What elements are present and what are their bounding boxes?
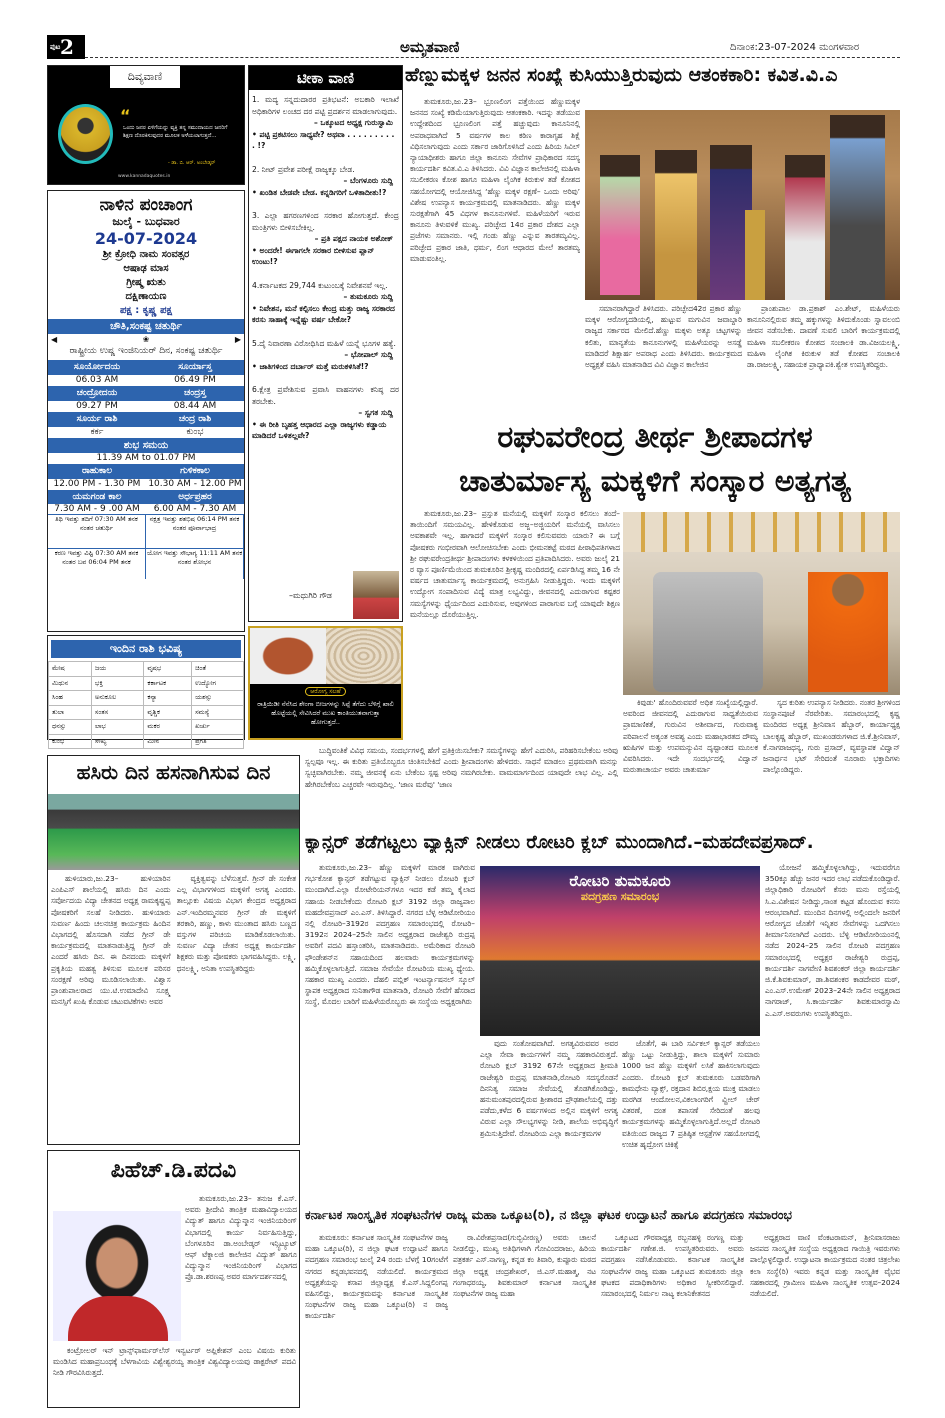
rashi-prediction: ಪ್ರಗತಿ xyxy=(192,734,244,749)
person-figure xyxy=(785,155,825,300)
tika-vani-box xyxy=(248,65,403,622)
divyavani-title: ದಿವ್ಯವಾಣಿ xyxy=(110,66,180,88)
article3-text: ಯೋಜನೆ ಹಮ್ಮಿಕೊಳ್ಳಲಾಗಿದ್ದು, ಇದುವರೆಗೂ 350ಕ್ಕೂ ಹೆಚ್ಚು ಜನರ ಇದರ ಲಾಭ ಪಡೆದುಕೊಂಡಿದ್ದಾರೆ. ಜಿಲ್ಲಾಧಿಕಾರಿ ರೋಟರಿಗೆ ಕೆಸರು ಮನು ರಸ್ತೆಯಲ್ಲಿ ಸಿ.ಎ.ವಿಶೇಷನ ನೀಡಿದ್ದು,ಸಾಂತ ಕಟ್ಟಡ ಹೊಂದುವ ಕನಸು ಆರಂಭವಾಗಿದೆ. ಮುಂದಿನ ದಿನಗಳಲ್ಲಿ ಅಲ್ಲಿಂದಲೇ ಜನರಿಗೆ ಆರೋಗ್ಯದ ಜೊತೆಗೆ ಇನ್ನಿತರ ಸೇವೆಗಳನ್ನು ಒದಗಿಸಲು ತೀರ್ಮಾನಿಸಲಾಗಿದೆ ಎಂದರು. ಬೆಳ್ಳಿ ಆಡಿಟೋರಿಯಂನಲ್ಲಿ ನಡೆದ 2024–25 ಸಾಲಿನ ರೋಟರಿ ಪದಗ್ರಹಣ ಸಮಾರಂಭದಲ್ಲಿ ಅಧ್ಯಕ್ಷರ ರಾಜೇಶ್ವರಿ ರುದ್ರಪ್ಪ, ಕಾರ್ಯದರ್ಶಿ ನಾಗವೇಣಿ ಶಿವಶಂಕರ್ ಜಿಲ್ಲಾ ಕಾರ್ಯದರ್ಶಿ ಜಿ.ಕೆ.ಶಿವಕುಮಾರ್, ಡಾ.ಶಿವಶಂಕರ ಕಾಡದೇವರ ಮಠ್, ಎಂ.ಎಸ್.ಉಮೇಶ್ 2023–24ನೇ ಸಾಲಿನ ಅಧ್ಯಕ್ಷರಾದ ನಾಗರಾಜ್, ಸಿ.ಕಾರ್ಯದರ್ಶಿ ಶಿವಕುಮಾರಸ್ವಾಮಿ ಎ.ಎಸ್.ಅವರುಗಳು ಉಪಸ್ಥಿತರಿದ್ದರು. xyxy=(765,863,900,1018)
tika-source: – ಭೋಪಾಲ್ ಸುದ್ದಿ xyxy=(344,350,393,359)
phd-headline: ಪಿಹೆಚ್.ಡಿ.ಪದವಿ xyxy=(110,1158,237,1183)
tika-quote: 3. ಎಲ್ಲಾ ಹಗರಣಗಳಿಂದ ಸರಕಾರ ಹೋಗುತ್ತದೆ. ಕೇಂದ್ರ ಮಂತ್ರಿಗಳು ಬೀಳಿಸಬೇಕಿಲ್ಲ. xyxy=(252,211,399,232)
rashi-sign: ಮೀನ xyxy=(144,734,192,749)
article6-col4 xyxy=(750,1232,900,1407)
tika-comment: • ಅಂದರೇ! ಈಗಾಗಲೇ ಸರಕಾರ ಬೀಳಿಸುವ ಪ್ಲಾನ್ ಉಂಟು!? xyxy=(252,245,375,266)
special-day: ರಾಷ್ಟ್ರೀಯ ಉಷ್ಣ ಇಂಜಿನಿಯರ್ ದಿನ, ಸಂಕಷ್ಟ ಚತುರ್ಥಿ xyxy=(69,346,223,356)
moonrise-time: 09.27 PM xyxy=(76,401,118,411)
tika-source: – ಸ್ವಗತ ಸುದ್ದಿ xyxy=(358,408,393,417)
article1-headline: ಹೆಣ್ಣುಮಕ್ಕಳ ಜನನ ಸಂಖ್ಯೆ ಕುಸಿಯುತ್ತಿರುವುದು ಆತಂಕಕಾರಿ: ಕವಿತ.ವಿ.ಎ xyxy=(405,64,838,86)
tika-quote: 1. ಮದ್ಯ ಸನ್ನದುದಾರರ ಪ್ರತಿಭಟನೆ: ಅಬಕಾರಿ ಇಲಾಖೆ ಅಧಿಕಾರಿಗಳ ಲಂಚದ ದರ ಪಟ್ಟಿ ಪ್ರದರ್ಶನ ಮಾಡಲಾಗುವುದು. xyxy=(252,95,399,116)
rahukala-time: 12.00 PM - 1.30 PM xyxy=(53,479,141,489)
tip-text: ರಾತ್ರಿಯಿಡೀ ನೆನೆಸಿದ ಶೇಂಗಾ ಬೀಜಗಳನ್ನು ಸಿಪ್ಪೆ ತೆಗೆದು ಬೆಳಿಗ್ಗೆ ಖಾಲಿ ಹೊಟ್ಟೆಯಲ್ಲಿ ಸೇವಿಸಿದರೆ ಮುಖ ಕಾಂತಿಯುತವಾಗುತ್ತಾ ಹೋಗುತ್ತದೆ.. xyxy=(257,700,394,726)
tika-comment: • ನಿವೇಶನ, ಮನೆ ಕಲ್ಪಿಸಲು ಕೇಂದ್ರ ಮತ್ತು ರಾಜ್ಯ ಸರಕಾರದ ಕರಸು ಸಾಹಾಕ್ಕೆ ಇನ್ನೆಷ್ಟು ವರ್ಷ ಬೇಕೋ? xyxy=(252,303,395,324)
article1-text: ಸಮಾನರಾಗಿದ್ದಾರೆ ತಿಳಿಸಿದರು. ಪರಿಚ್ಛೇದ42ರ ಪ್ರಕಾರ ಹೆಣ್ಣು ಮಕ್ಕಳ ಆರೋಗ್ಯದಡಿಯಲ್ಲಿ, ಹುಟ್ಟುವ ಮಗುವಿನ ಜವಾಬ್ದಾರಿ ರಾಜ್ಯದ ಸರ್ಕಾರದ ಮೇಲಿದೆ.ಹೆಣ್ಣು ಮಕ್ಕಳು ಅತ್ಯೂ ಚಟ್ಟಗಳನ್ನು ಕಲಿತು, ಮಾನ್ಯತೆಯ ಕಾನೂನುಗಳಲ್ಲಿ ಮಹಿಳೆಯರನ್ನು ಅಸಡ್ಡೆ ಮಾಡಿದರೆ ಶಿಕ್ಷಾರ್ಹ ಅಪರಾಧ ಎಂದು ತಿಳಿಸಿದರು. ಕಾರ್ಯಕ್ರಮದ ಅಧ್ಯಕ್ಷತೆ ವಹಿಸಿ ಮಾತನಾಡಿದ ವಿವಿ ವಿಜ್ಞಾನ ಕಾಲೇಜಿನ xyxy=(585,304,742,370)
rotary-banner-title: ರೋಟರಿ ತುಮಕೂರು xyxy=(569,872,671,890)
chandra-rashi-label: ಚಂದ್ರ ರಾಶಿ xyxy=(178,414,212,424)
phd-col2 xyxy=(53,1345,296,1405)
gulikakala-label: ಗುಳಿಕಕಾಲ xyxy=(180,466,210,476)
tip-badge: ಆರೋಗ್ಯ ಸಲಹೆ xyxy=(305,687,345,696)
rashi-sign: ಮೇಷ xyxy=(49,662,92,677)
panchang-title: ನಾಳಿನ ಪಂಚಾಂಗ xyxy=(99,195,193,215)
article3-text: ಜೊತೆಗೆ, ಈ ಬಾರಿ ಸರ್ವಿಕಲ್ ಕ್ಯಾನ್ಸರ್ ತಡೆಯಲು ಹೆಣ್ಣು ಒಟ್ಟು ನೀಡುತ್ತಿದ್ದು, ಶಾಲಾ ಮಕ್ಕಳಿಗೆ ಸುಮಾರು 1000 ಜನ ಹೆಣ್ಣು ಮಕ್ಕಳಿಗೆ ಲಸಿಕೆ ಹಾಕಿಸಲಾಗುವುದು ಎಂದರು. ರೋಟರಿ ಕ್ಲಬ್ ತುಮಕೂರು ಬಡವರಿಗಾಗಿ ಕಾಮಧೇನು ವ್ಯಾಕ್ಸ್, ರಕ್ತದಾನ ಶಿಬಿರ,ಕ್ಷಯ ಮುಕ್ತ ಮಾಡಲು ಮರಗಿಡ ಆಂದೋಲನ,ವಿಕಲಾಂಗರಿಗೆ ವ್ಹೀಲ್ ಚೇರ್ ವಿತರಣೆ, ದಂತ ತಪಾಸಣೆ ಸೇರಿದಂತೆ ಹಲವು ಕಾರ್ಯಕ್ರಮಗಳನ್ನು ಹಮ್ಮಿಕೊಳ್ಳಲಾಗುತ್ತಿದೆ.ಅಲ್ಲದೆ ರೋಟರಿ ವತಿಯಿಂದ ರಾಜ್ಯದ 7 ಪ್ರತಿಷ್ಠಿತ ಆಸ್ಪತ್ರೆಗಳ ಸಹಯೋಗದಲ್ಲಿ ಉಚಿತ ಹೃದ್ರೋಗ ಚಿಕಿತ್ಸೆ xyxy=(622,1039,760,1149)
tika-source: – ಪ್ರತಿ ಪಕ್ಷದ ನಾಯಕ ಅಶೋಕ್ xyxy=(314,234,393,243)
rashi-row xyxy=(49,662,244,677)
rashi-table xyxy=(48,661,244,749)
article3-col1 xyxy=(305,862,475,1202)
tithi-bar: ಚೌತಿ,ಸಂಕಷ್ಟ ಚತುರ್ಥಿ xyxy=(48,318,244,334)
article3-col3 xyxy=(622,1038,760,1202)
article2-text: ಸ್ಯದ ಕುರಿತು ಉಪನ್ಯಾಸ ನೀಡಿದರು. ನಂತರ ಶ್ರೀಗಳಿಂದ ಸಂಸ್ಥಾನಪೂಜೆ ನೆರವೇರಿತು. ಸಮಾರಂಭದಲ್ಲಿ ಕೃಷ್ಣ ಮಂದಿರದ ಅಧ್ಯಕ್ಷ ಶ್ರೀನಿವಾಸ ಹೆಬ್ಬಾರ್, ಕಾರ್ಯಾಧ್ಯಕ್ಷ ಬಾಲಕೃಷ್ಣ ಹೆಬ್ಬಾರ್, ಮುಖಂಡರುಗಳಾದ ಜಿ.ಕೆ.ಶ್ರೀನಿವಾಸ್, ಕೆ.ನಾಗರಾಜಧನ್ಯ, ಗುರು ಪ್ರಸಾದ್, ವ್ಯವಸ್ಥಾಪಕ ವಿದ್ವಾನ್ ಜನಾರ್ಧನ ಭಟ್ ಸೇರಿದಂತೆ ನೂರಾರು ಭಕ್ತಾದಿಗಳು ಪಾಲ್ಗೊಂಡಿದ್ದರು. xyxy=(763,698,900,775)
paksha: ಪಕ್ಷ : ಕೃಷ್ಣ ಪಕ್ಷ xyxy=(120,305,172,316)
rashi-prediction: ಯಶಸ್ಸು xyxy=(192,691,244,706)
page-number: 2 xyxy=(60,35,74,59)
article2-text: ಕಿವುಡು' ಹೊಂದಿರುವವರೆ ಅಧಿಕ ಸಂಖ್ಯೆಯಲ್ಲಿದ್ದಾರೆ. ಅವರಿಂದ ಜೀವನದಲ್ಲಿ ಎದುರಾಗುವ ಸಾಧ್ಯತೆಯಿರುವ ಪ್ರಾಮಾಣಿಕತೆ, ಗುರುವಿನ ಅಶೀರ್ವಾದ, ಗುರುವಾಕ್ಯ ಪರಿಪಾಲನೆ ಅತ್ಯಂತ ಅವಶ್ಯ ಎಂದು ಮಹಾಭಾರತದ ದೌಮ್ಯ ಋಷಿಗಳ ಮತ್ತು ಉಪಮನ್ಯುವಿನ ದೃಷ್ಟಾಂತದ ಮೂಲಕ ವಿವರಿಸಿದರು. ಇದೇ ಸಂದರ್ಭದಲ್ಲಿ ವಿದ್ವಾನ್ ಮರುತಾಚಾರ್ಯ ಅವರು ಚಾತುರ್ಮಾ xyxy=(623,698,758,775)
article3-rotary-photo xyxy=(480,866,760,1036)
surya-rashi-label: ಸೂರ್ಯ ರಾಶಿ xyxy=(76,414,118,424)
rutu: ಗ್ರೀಷ್ಮ ಋತು xyxy=(126,277,166,288)
rashi-sign: ಮಿಥುನ xyxy=(49,676,92,691)
nakshatra-info: ನಕ್ಷತ್ರ ಇವತ್ತು ಶತಭಿಷ 06:14 PM ತನಕ ನಂತರ ಪೂರ್ವಾಭಾದ್ರ xyxy=(146,515,244,549)
page-label: ಪುಟ xyxy=(50,42,61,51)
article3-col2 xyxy=(480,1038,618,1202)
next-arrow-icon[interactable]: ▶ xyxy=(234,335,241,344)
yamaganda-label: ಯಮಗಂಡ ಕಾಲ xyxy=(72,492,122,502)
person-figure xyxy=(655,150,697,300)
moonrise-label: ಚಂದ್ರೋದಯ xyxy=(76,388,118,398)
prev-arrow-icon[interactable]: ◀ xyxy=(51,335,58,344)
columnist-photo xyxy=(353,571,399,619)
ornament-icon: ❀ xyxy=(142,335,150,344)
rashi-prediction: ಅನುಕೂಲ xyxy=(91,691,143,706)
rashi-prediction: ಸಮಸ್ಯೆ xyxy=(192,705,244,720)
green-day-text: ಹುಳಿಯಾರು,ಜು.23– ಹುಳಿಯಾರಿನ ಎಂಪಿಎಸ್ ಶಾಲೆಯಲ್ಲಿ ಹಸಿರು ದಿನ ಎಂದು ಸರ್ವೋದಯ ವಿದ್ಯಾ ಚೇತನದ ಅಧ್ಯಕ್ಷ ರಾಮಕೃಷ್ಣಪ್ಪ ಪೋಷಕರಿಗೆ ಸಲಹೆ ನೀಡಿದರು. ಹುಳಿಯಾರು ಸುವರ್ಣ ಹಿಂದು ಚಲನಚಿತ್ರ ಕಾರ್ಯಕ್ರಮ ಹಿಂದಿನ ವಿಭಾಗದಲ್ಲಿ ಹೊಸದಾಗಿ ನಡೆದ ಗ್ರೀನ್ ಡೇ ಕಾರ್ಯಕ್ರಮದಲ್ಲಿ ಮಾತನಾಡುತ್ತಿದ್ದ ಗ್ರೀನ್ ಡೇ ಎಂದರೆ ಹಸಿರು ದಿನ. ಈ ದಿನದಂದು ಮಕ್ಕಳಿಗೆ ಪ್ರಕೃತಿಯ ಮಹತ್ವ ತಿಳಿಸುವ ಮೂಲಕ ಪರಿಸರ ಸಂರಕ್ಷಣೆ ಅರಿವು ಮೂಡಿಸಲಾಯಿತು. ವಿಶ್ವಾಸ ಪ್ರಾಂಶುಪಾಲರಾದ ಯು.ಟಿ.ಉಮಾದೇವಿ ಸೂಕ್ಷ್ಮ ಮನಸ್ಸಿಗೆ ಖುಷಿ ಕೊಡುವ ಚಟುವಟಿಕೆಗಳು ಅವರ xyxy=(51,874,171,1007)
article3-text: ವುದು ಸಂತೋಷವಾಗಿದೆ. ಅಗತ್ಯವಿರುವವರ ಅವರ ಎಲ್ಲಾ ಸೇವಾ ಕಾರ್ಯಗಳಿಗೆ ನಮ್ಮ ಸಹಕಾರವಿರುತ್ತದೆ. ರೋಟರಿ ಕ್ಲಬ್ 3192 67ನೇ ಅಧ್ಯಕ್ಷರಾದ ಶ್ರೀಮತಿ ರಾಜೇಶ್ವರಿ ರುದ್ರಪ್ಪ ಮಾತನಾಡಿ,ರೋಟರಿ ಸದಸ್ಯರೊಡನೆ ದಿನನಿತ್ಯ ಸಮಾಜ ಸೇವೆಯಲ್ಲಿ ತೊಡಗಿಕೊಂಡಿದ್ದು, ಹನುಮಂತಪುರದಲ್ಲಿರುವ ಶ್ರೀಶಾರದ ಪ್ರೌಢಶಾಲೆಯಲ್ಲಿ ದತ್ತು ಪಡೆದು,ಕಳೆದ 6 ವರ್ಷಗಳಿಂದ ಅಲ್ಲಿನ ಮಕ್ಕಳಿಗೆ ಅಗತ್ಯ ವಿರುವ ಎಲ್ಲಾ ಸೌಲಭ್ಯಗಳನ್ನು ನೀಡಿ, ಶಾಲೆಯ ಅಭಿವೃದ್ಧಿಗೆ ಶ್ರಮಿಸುತ್ತಿದೇವೆ. ರೋಟರಿಯ ಎಲ್ಲಾ ಕಾರ್ಯಕ್ರಮಗಳ xyxy=(480,1039,618,1138)
tika-item xyxy=(252,210,399,268)
rotary-banner-subtitle: ಪದಗ್ರಹಣ ಸಮಾರಂಭ xyxy=(580,890,660,903)
rashi-sign: ಮಕರ xyxy=(144,720,192,735)
tika-source: – ಬೆಂಗಳೂರು ಸುದ್ದಿ xyxy=(343,176,393,185)
rashi-sign: ಧನಸ್ಸು xyxy=(49,720,92,735)
rashi-row xyxy=(49,705,244,720)
header-divider xyxy=(85,57,900,58)
article2-col3 xyxy=(763,697,900,830)
moonset-time: 08.44 AM xyxy=(173,401,217,411)
sunset-time: 06.49 PM xyxy=(174,375,216,385)
tika-comment: • ಪಟ್ಟಿ ಪ್ರಕಟಿಸಲು ಸಾಧ್ಯವೇ? ಅಥವಾ . . . . . . . . . . !? xyxy=(252,129,395,150)
article1-col2 xyxy=(585,303,742,409)
article6-text: ಅಧ್ಯಕ್ಷರಾದ ವಾಣಿ ವೆಂಕಟರಾಮನ್, ಶ್ರೀನಿವಾಸರಾಜು ಜನಪದ ಸಾಂಸ್ಕೃತಿಕ ಸಂಸ್ಥೆಯ ಅಧ್ಯಕ್ಷರಾದ ಗಾಯಿತ್ರಿ ಇವರುಗಳು ಪಾಲ್ಗೊಳ್ಳಲಿದ್ದಾರೆ. ಉದ್ಘಾಟನಾ ಕಾರ್ಯಕ್ರಮದ ನಂತರ ಚಿತ್ರಲೇಖ ಕಲಾ ಸಂಸ್ಥೆ(ರಿ) ಇವರು ಕನ್ನಡ ಮತ್ತು ಸಾಂಸ್ಕೃತಿಕ ವೈಭವ ಸಹಕಾರದಲ್ಲಿ ಗ್ರಾಮೀಣ ಮಹಿಳಾ ಸಾಂಸ್ಕೃತಿಕ ಉತ್ಸವ–2024 ನಡೆಯಲಿದೆ. xyxy=(750,1233,900,1299)
divyavani-site: www.kannadaquotes.in xyxy=(118,174,171,179)
ardhaprahara-time: 6.00 AM - 7.30 AM xyxy=(153,504,237,514)
tika-signature: –ಮಧುಗಿರಿ ಗೌಡ xyxy=(289,591,332,600)
rashi-sign: ಕನ್ಯಾ xyxy=(144,691,192,706)
saree xyxy=(68,1296,168,1341)
masa: ಆಷಾಢ ಮಾಸ xyxy=(123,263,169,274)
yoga-info: ಯೋಗ ಇವತ್ತು ಸೌಭಾಗ್ಯ 11:11 AM ತನಕ ನಂತರ ಶೋಭನ xyxy=(146,549,244,579)
chandra-rashi: ಕುಂಭ xyxy=(186,427,204,437)
rashi-prediction: ಖರ್ಚು xyxy=(192,720,244,735)
rahukala-label: ರಾಹುಕಾಲ xyxy=(81,466,113,476)
rashi-prediction: ಲಾಭ xyxy=(91,720,143,735)
panchang-month-day: ಜುಲೈ - ಬುಧವಾರ xyxy=(112,215,180,228)
rashi-prediction: ಭಕ್ತಿ xyxy=(91,676,143,691)
peanut-image xyxy=(250,628,326,684)
green-day-headline: ಹಸಿರು ದಿನ ಹಸನಾಗಿಸುವ ದಿನ xyxy=(76,760,271,784)
article6-col2 xyxy=(453,1232,596,1407)
tika-comment: • ಜಾತಿಗಳಿಂದ ದರ್ಬಾರ್ ಮತ್ತೆ ಮರುಕಳಿಸಿತೆ!? xyxy=(252,361,369,371)
sunset-label: ಸೂರ್ಯಾಸ್ತ xyxy=(178,362,212,372)
article2-headline-line1: ರಘುವರೇಂದ್ರ ತೀರ್ಥ ಶ್ರೀಪಾದಗಳ xyxy=(497,420,813,455)
article2-text: ತುಮಕೂರು,ಜು.23– ಪ್ರಸ್ತುತ ಮನೆಯಲ್ಲಿ ಮಕ್ಕಳಿಗೆ ಸಂಸ್ಕಾರ ಕಲಿಸಲು ತಂದೆ–ತಾಯಿಂದಿಗೆ ಸಮಯವಿಲ್ಲ. ಹೇಳಿಕೊಡುವ ಅಜ್ಜ–ಅಜ್ಜಿಯರಿಗೆ ಮನೆಯಲ್ಲಿ ವಾಸಿಸಲು ಅವಕಾಶವೇ ಇಲ್ಲ. ಹಾಗಾದರೆ ಮಕ್ಕಳಿಗೆ ಸಂಸ್ಕಾರ ಕಲಿಸುವವರು ಯಾರು? ಈ ಬಗ್ಗೆ ಪೋಷಕರು ಗಂಭೀರವಾಗಿ ಆಲೋಚಿಸಬೇಕು ಎಂದು ಭೀಮನಕಟ್ಟೆ ಮಠದ ಪೀಠಾಧಿಪತಿಗಳಾದ ಶ್ರೀ ರಘುವರೇಂದ್ರತೀರ್ಥ ಶ್ರೀಪಾದಂಗಳು ಕಳಕಳಿಯಿಂದ ಪ್ರತಿಪಾದಿಸಿದರು. ಅವರು ಜುಲೈ 21 ರ ವ್ಯಾಸ ಪೂರ್ಣಿಮೆಯಿಂದ ತುಮಕೂರಿನ ಶ್ರೀಕೃಷ್ಣ ಮಂದಿರದಲ್ಲಿ ಏರ್ಪಡಿಸಿದ್ದ ತಮ್ಮ 16 ನೇ ವರ್ಷದ ಚಾತುರ್ಮಾಸ್ಯ ಕಾರ್ಯಕ್ರಮದಲ್ಲಿ ಅನುಗ್ರಹಿಸಿ ನೀಡುತ್ತಿದ್ದರು. ಇಂದು ಮಕ್ಕಳಿಗೆ ಉದ್ಯೋಗ ಸಂಪಾದಿಸುವ ವಿದ್ಯೆ ಮಾತ್ರ ಲಭ್ಯವಿದ್ದು, ಜೀವನದಲ್ಲಿ ಎದುರಾಗುವ ಕಷ್ಟಕರ ಸಮಸ್ಯೆಗಳನ್ನು ಧೈರ್ಯದಿಂದ ಎದುರಿಸುವ, ಅವುಗಳಿಂದ ಪಾರಾಗುವ ಬಗ್ಗೆ ಯಾವುದೇ ಶಿಕ್ಷಣ ಮನೆಯಲ್ಲೂ ದೊರೆಯುತ್ತಿಲ್ಲ. xyxy=(410,509,620,619)
panchang-box xyxy=(47,190,245,632)
article3-text: ತುಮಕೂರು,ಜು.23– ಹೆಣ್ಣು ಮಕ್ಕಳಿಗೆ ಮಾರಕ ವಾಗಿರುವ ಗರ್ಭಕೋಶ ಕ್ಯಾನ್ಸರ್ ತಡೆಗಟ್ಟುವ ವ್ಯಾಕ್ಸಿನ್ ನೀಡಲು ರೋಟರಿ ಕ್ಲಬ್ ಮುಂದಾಗಿದೆ.ಎಲ್ಲಾ ರೋಟೇರಿಯನ್‌ಗಳೂ ಇದರ ಕಡೆ ತಮ್ಮ ಕೈಲಾದ ಸಹಾಯ ನೀಡಬೇಕೆಂದು ರೋಟರಿ ಕ್ಲಬ್ 3192 ಜಿಲ್ಲಾ ರಾಜ್ಯಪಾಲ ಮಹದೇವಪ್ರಸಾದ್ ಎಂ.ಎಸ್. ತಿಳಿಸಿದ್ದಾರೆ. ನಗರದ ಬೆಳ್ಳ ಆಡಿಟೋರಿಯಂ ನಲ್ಲಿ ರೋಟರಿ–3192ರ ಪದಗ್ರಹಣ ಸಮಾರಂಭದಲ್ಲಿ ರೋಟರಿ–3192ನ 2024–25ನೇ ಸಾಲಿನ ಅಧ್ಯಕ್ಷರಾದ ರಾಜೇಶ್ವರಿ ರುದ್ರಪ್ಪ ಅವರಿಗೆ ಪದವಿ ಹಸ್ತಾಂತರಿಸಿ, ಮಾತನಾಡಿದರು. ಅಮೆರಿಕಾದ ರೋಟರಿ ಫೌಂಡೇಶನ್‌ನ ಸಹಾಯದಿಂದ ಹಲವಾರು ಕಾರ್ಯಕ್ರಮಗಳನ್ನು ಹಮ್ಮಿಕೊಳ್ಳಲಾಗುತ್ತಿದೆ. ಸಮಾಜ ಸೇವೆಯೇ ರೋಟರಿಯ ಮುಖ್ಯ ಧ್ಯೇಯ. ಸಹಕಾರ ಮುಖ್ಯ ಎಂದರು. ದೆಹಲಿ ಪಬ್ಲಿಕ್ ಇಂಟರ್ನ್ಯಾಷನಲ್ ಸ್ಕೂಲ್ ಸ್ಥಾಪಕ ಅಧ್ಯಕ್ಷರಾದ ಸುನಿತಾಗೌಡ ಮಾತನಾಡಿ, ರೋಟರಿ ಸೇವೆಗೆ ಹೆಸರಾದ ಸಂಸ್ಥೆ, ಮೊದಲ ಬಾರಿಗೆ ಮಹಿಳೆಯರೊಬ್ಬರು ಈ ಸಂಸ್ಥೆಯ ಅಧ್ಯಕ್ಷರಾಗಿರು xyxy=(305,863,475,1007)
rashi-sign: ಕರ್ಕಾಟಕ xyxy=(144,676,192,691)
article1-text: ತುಮಕೂರು,ಜು.23– ಭ್ರೂಣಲಿಂಗ ಪತ್ತೆಯಿಂದ ಹೆಣ್ಣುಮಕ್ಕಳ ಜನನದ ಸಂಖ್ಯೆ ಕಡಿಮೆಯಾಗುತ್ತಿರುವುದು ಆತಂಕಕಾರಿ. ಇದನ್ನು ತಡೆಯುವ ಉದ್ದೇಶದಿಂದ ಭ್ರೂಣಲಿಂಗ ಪತ್ತೆ ಹಚ್ಚುವುದು ಕಾನೂನಿನಲ್ಲಿ ಅಪರಾಧವಾಗಿದೆ 5 ವರ್ಷಗಳ ಕಾಲ ಕಠಿಣ ಕಾರಾಗೃಹ ಶಿಕ್ಷೆ ವಿಧಿಸಲಾಗುವುದು ಎಂದು ಸರ್ಕಾರ ಜಾರಿಗೊಳಿಸಿದೆ ಎಂದು ಹಿರಿಯ ಸಿವಿಲ್ ನ್ಯಾಯಾಧೀಶರು ಹಾಗೂ ಜಿಲ್ಲಾ ಕಾನೂನು ಸೇವೆಗಳ ಪ್ರಾಧಿಕಾರದ ಸದಸ್ಯ ಕಾರ್ಯದರ್ಶಿ ಕವಿತ.ವಿ.ಎ ತಿಳಿಸಿದರು. ವಿವಿ ವಿಜ್ಞಾನ ಕಾಲೇಜಿನಲ್ಲಿ ಮಹಿಳಾ ಸಬಲೀಕರಣ ಕೋಶ ಹಾಗೂ ಮಹಿಳಾ ಲೈಂಗಿಕ ಕಿರುಕುಳ ತಡೆ ಕೋಶದ ಸಹಯೋಗದಲ್ಲಿ ಆಯೋಜಿಸಿದ್ದ ‘ಹೆಣ್ಣು ಮಕ್ಕಳ ರಕ್ಷಣೆ– ಒಂದು ಅರಿವು’ ವಿಶೇಷ ಉಪನ್ಯಾಸ ಕಾರ್ಯಕ್ರಮದಲ್ಲಿ ಮಾತನಾಡಿದರು. ಹೆಣ್ಣು ಮಕ್ಕಳ ಸುರಕ್ಷತೆಗಾಗಿ 45 ವಿಧಗಳ ಕಾನೂನುಗಳಿವೆ. ಮಹಿಳೆಯರಿಗೆ ಇರುವ ಕಾನೂನು ತಿಳುವಳಿಕೆ ಮುಖ್ಯ. ಪರಿಚ್ಛೇದ 14ರ ಪ್ರಕಾರ ದೇಶದ ಎಲ್ಲಾ ಪ್ರಜೆಗಳು ಸಮಾನರು. ಇಲ್ಲಿ ಗಂಡು ಹೆಣ್ಣು ಎನ್ನುವ ತಾರತಮ್ಯವಿಲ್ಲ. ಪರಿಚ್ಛೇದ ಪ್ರಕಾರ ಜಾತಿ, ಧರ್ಮ, ಲಿಂಗ ಆಧಾರದ ಮೇಲೆ ತಾರತಮ್ಯ ಮಾಡುವಂತಿಲ್ಲ. xyxy=(410,97,580,263)
karana-info: ಕರಣ ಇವತ್ತು ವಿಷ್ಟಿ 07:30 AM ತನಕ ನಂತರ ಬವ 06:04 PM ತನಕ xyxy=(48,549,146,579)
green-day-box xyxy=(47,755,300,1145)
article6-headline: ಕರ್ನಾಟಕ ಸಾಂಸ್ಕೃತಿಕ ಸಂಘಟನೆಗಳ ರಾಜ್ಯ ಮಹಾ ಒಕ್ಕೂಟ(ರಿ), ನ ಜಿಲ್ಲಾ ಘಟಕ ಉದ್ಘಾಟನೆ ಹಾಗೂ ಪದಗ್ರಹಣ ಸಮಾರಂಭ xyxy=(305,1207,792,1222)
tithi-info: ತಿಥಿ ಇವತ್ತು ತದಿಗೆ 07:30 AM ತನಕ ನಂತರ ಚತುರ್ಥಿ xyxy=(48,515,146,549)
tika-source: – ಒಕ್ಕೂಟದ ಅಧ್ಯಕ್ಷ ಗುರುಸ್ವಾಮಿ xyxy=(313,118,393,127)
person-figure xyxy=(830,115,885,300)
article1-col1 xyxy=(410,96,580,408)
samvatsara: ಶ್ರೀ ಕ್ರೋಧಿ ನಾಮ ಸಂವತ್ಸರ xyxy=(102,249,190,260)
tika-item xyxy=(252,384,399,442)
rashi-sign: ಕುಂಭ xyxy=(49,734,92,749)
rashi-sign: ಸಿಂಹ xyxy=(49,691,92,706)
ambedkar-portrait xyxy=(58,104,113,164)
phd-text: ಕಂಟ್ರೋಲರ್ ಇನ್ ಟ್ರಾನ್ಸ್‌ಫಾರ್ಮರ್‌ಲೆಸ್ ಇನ್ವರ್ಟರ್ ಅಪ್ಲಿಕೇಶನ್ ಎಂಬ ವಿಷಯ ಕುರಿತು ಮಂಡಿಸಿದ ಮಹಾಪ್ರಬಂಧಕ್ಕೆ ಬೆಳಗಾವಿಯ ವಿಶ್ವೇಶ್ವರಯ್ಯ ತಾಂತ್ರಿಕ ವಿಶ್ವವಿದ್ಯಾಲಯವು ಡಾಕ್ಟರೇಟ್ ಪದವಿ ನೀಡಿ ಗೌರವಿಸಿರುತ್ತದೆ. xyxy=(53,1346,296,1378)
tika-quote: 2. ನೀಟ್ ಪ್ರವೇಶ ಪರೀಕ್ಷೆ ರಾಜ್ಯಕ್ಕೂ ಬೇಡ. xyxy=(252,164,355,174)
article3-headline: ಕ್ಯಾನ್ಸರ್ ತಡೆಗಟ್ಟಲು ವ್ಯಾಕ್ಸಿನ್ ನೀಡಲು ರೋಟರಿ ಕ್ಲಬ್ ಮುಂದಾಗಿದೆ.–ಮಹದೇವಪ್ರಸಾದ್. xyxy=(305,832,814,853)
article6-text: ರಾ.ವಿರೇಶಪ್ರಸಾದ(ಗುಬ್ಬಿವೀರಣ್ಣ) ಅವರು ಚಾಲನೆ ನೀಡಲಿದ್ದು, ಮುಖ್ಯ ಅತಿಥಿಗಳಾಗಿ ಗೋವಿಂದರಾಜು, ಹಿರಿಯ ಪತ್ರಕರ್ತ ಎಸ್.ನಾಗಣ್ಣ, ಕನ್ನಡ ಕಂ ತಿವಾರಿ, ಕುಪ್ಪೂರು ಮಠದ ಜಿಲ್ಲಾ ಅಧ್ಯಕ್ಷ ಚಂದ್ರಶೇಖರ್, ಜಿ.ಎಸ್.ಮಹಾತ್ಮ, ನಟ ಗಂಗಾಧರಯ್ಯ, ಶಿವಕುಮಾರ್ ಕರ್ನಾಟಕ ಸಾಂಸ್ಕೃತಿಕ ಸಂಘಟನೆಗಳ ರಾಜ್ಯ ಮಹಾ xyxy=(453,1233,596,1299)
article2-col4 xyxy=(305,745,618,830)
tika-quote: 6.ಕ್ಷೇತ್ರ ಪ್ರವೇಶಿಸುವ ಪ್ರವಾಸಿ ವಾಹನಗಳು ಕನಿಷ್ಠ ದರ ತರಬೇಕು. xyxy=(252,385,399,406)
shubha-label: ಶುಭ ಸಮಯ xyxy=(48,437,244,453)
health-tip-box xyxy=(248,626,403,740)
rashi-sign: ವೃಷಭ xyxy=(144,662,192,677)
page-number-badge xyxy=(47,35,85,59)
rashi-box xyxy=(47,635,245,745)
green-day-col2 xyxy=(177,873,297,1138)
decor-border xyxy=(623,512,900,552)
article2-text: ಬುದ್ಧಿವಂತಿಕೆ ವಿವಿಧ ಸಮಯ, ಸಂದರ್ಭಗಳಲ್ಲಿ ಹೇಗೆ ಪ್ರತಿಕ್ರಿಯಿಸಬೇಕು? ಸಮಸ್ಯೆಗಳನ್ನು ಹೇಗೆ ಎದುರಿಸಿ, ಪರಿಹರಿಸಬೇಕೆಂಬ ಅರಿವು ಸ್ವಲ್ಪವೂ ಇಲ್ಲ. ಈ ಕುರಿತು ಪ್ರತಿಯೊಬ್ಬರೂ ಚಿಂತಿಸಬೇಕಿದೆ ಎಂದು ಶ್ರೀಪಾದಂಗಳು ಹೇಳಿದರು. ಸಾಧನೆ ಮಾಡಲು ಪ್ರಥಮವಾಗಿ ಮನಸ್ಸು ಸ್ವಚ್ಛವಾಗಿರಬೇಕು. ನಮ್ಮ ಜೀವನಕ್ಕೆ ಏನು ಬೇಕೆಂಬ ಸ್ಪಷ್ಟ ಅರಿವು ನಮಗಿರಬೇಕು. ವಾಮಮಾರ್ಗದಿಂದ ಯಾವುದೇ ಲಾಭ ವಿಲ್ಲ. ಎಲ್ಲಿ ಹೇಗಿರಬೇಕೆಂಬ ಎಚ್ಚರವೇ ಇರುವುದಿಲ್ಲ. 'ಜಾಣ ಮರೆವು' 'ಜಾಣ xyxy=(305,746,618,789)
green-day-col1 xyxy=(51,873,171,1138)
article1-col3 xyxy=(747,303,900,409)
divyavani-quote: ಒಂದು ಜನರ ಏಳಿಗೆಯನ್ನು ವ್ಯಕ್ತಿ ತನ್ನ ಸಮುದಾಯದ ಜನರಿಗೆ ಶಿಕ್ಷಣ ದೊರಕಿಸುವುದರ ಮೂಲಕ ಅಳೆಯಲಾಗುತ್ತದೆ... xyxy=(123,125,228,139)
green-day-text: ವ್ಯಕ್ತಿತ್ವವನ್ನು ಬೆಳೆಸುತ್ತವೆ. ಗ್ರೀನ್ ಡೇ ಸಂಕೇತ ಎಲ್ಲ ವಿಭಾಗಗಳಿಂದ ಮಕ್ಕಳಿಗೆ ಅಗತ್ಯ ಎಂದರು. ತಾಲ್ಲೂಕು ವಿಷಯ ವಿಭಾಗ ಕೇಂದ್ರದ ಅಧ್ಯಕ್ಷರಾದ ಎನ್.ಇಂದಿರಮ್ಮನವರ ಗ್ರೀನ್ ಡೇ ಮಕ್ಕಳಿಗೆ ತರಕಾರಿ, ಹಣ್ಣು, ಕಾಳು ಮುಂತಾದ ಹಸಿರು ಬಣ್ಣದ ವಸ್ತುಗಳ ಪರಿಚಯ ಮಾಡಿಕೊಡಲಾಯಿತು. ಸುವರ್ಣ ವಿದ್ಯಾ ಚೇತನ ಅಧ್ಯಕ್ಷ ಕಾರ್ಯದರ್ಶಿ ಶಿಕ್ಷಕರು ಮತ್ತು ಪೋಷಕರು ಭಾಗವಹಿಸಿದ್ದರು. ಲಕ್ಷ್ಮಿ, ಧನಲಕ್ಷ್ಮಿ, ಅನಿತಾ ಉಪಸ್ಥಿತರಿದ್ದರು xyxy=(176,874,296,973)
article2-headline-line2: ಚಾತುರ್ಮಾಸ್ಯ ಮಕ್ಕಳಿಗೆ ಸಂಸ್ಕಾರ ಅತ್ಯಗತ್ಯ xyxy=(459,464,851,499)
issue-date: ದಿನಾಂಕ:23-07-2024 ಮಂಗಳವಾರ xyxy=(730,42,860,53)
article1-text: ಪ್ರಾಂಶುಪಾಲ ಡಾ.ಪ್ರಕಾಶ್ ಎಂ.ಶೇಟ್, ಮಹಿಳೆಯರು ಕಾನೂನಿನಲ್ಲಿರುವ ತಮ್ಮ ಹಕ್ಕುಗಳನ್ನು ತಿಳಿದುಕೊಂಡು ಸ್ವಾವಲಂಬಿ ಜೀವನ ನಡೆಸಬೇಕು. ದಾವಣೆ ಸುವಲಿ ಬಾರಿಗೆ ಕಾರ್ಯಕ್ರಮದಲ್ಲಿ ಮಹಿಳಾ ಸಬಲೀಕರಣ ಕೋಶದ ಸಂಚಾಲಕಿ ಡಾ.ವಿಜಯಲಕ್ಷ್ಮಿ, ಮಹಿಳಾ ಲೈಂಗಿಕ ಕಿರುಕುಳ ತಡೆ ಕೋಶದ ಸಂಚಾಲಕಿ ಡಾ.ರಾಜಲಕ್ಷ್ಮಿ, ಸಹಾಯಕ ಪ್ರಾಧ್ಯಾಪಕಿ.ಶ್ವೇತ ಉಪಸ್ಥಿತರಿದ್ದರು. xyxy=(747,304,900,370)
green-day-photo xyxy=(48,794,299,870)
article3-col4 xyxy=(765,862,900,1202)
tika-vani-title: ಟೀಕಾ ವಾಣಿ xyxy=(249,66,402,90)
shubha-time: 11.39 AM to 01.07 PM xyxy=(96,453,196,463)
rashi-title: ಇಂದಿನ ರಾಶಿ ಭವಿಷ್ಯ xyxy=(51,639,241,658)
peeled-peanut-image xyxy=(326,628,402,684)
tika-quote: 5.ದೈ ನಿವಾರಣಾ ವಿರೋಧಿಸಿದ ಮಹಿಳೆ ಯನ್ನೆ ಭೂಗಳ ಹತ್ಯೆ. xyxy=(252,338,396,348)
gulikakala-time: 10.30 AM - 12.00 PM xyxy=(148,479,242,489)
silver-altar xyxy=(653,572,763,692)
rashi-prediction: ಸಂತಸ xyxy=(91,705,143,720)
quote-icon: “ xyxy=(120,106,131,125)
tika-item xyxy=(252,164,399,199)
rashi-prediction: ಉದ್ಯೋಗ xyxy=(192,676,244,691)
sunrise-time: 06.03 AM xyxy=(75,375,119,385)
article2-col2 xyxy=(623,697,758,830)
tika-item xyxy=(252,94,399,152)
article2-swamiji-photo xyxy=(623,512,900,695)
sunrise-label: ಸೂರ್ಯೋದಯ xyxy=(73,362,121,372)
article1-event-photo xyxy=(585,110,900,300)
rashi-sign: ವೃಶ್ಚಿಕ xyxy=(144,705,192,720)
rashi-row xyxy=(49,691,244,706)
lamp xyxy=(745,210,765,300)
ayana: ದಕ್ಷಿಣಾಯಣ xyxy=(125,291,167,302)
divyavani-box xyxy=(47,65,245,185)
rashi-prediction: ಸೌಖ್ಯ xyxy=(91,734,143,749)
moonset-label: ಚಂದ್ರಸ್ತ xyxy=(184,388,206,398)
newspaper-title: ಅಮೃತವಾಣಿ xyxy=(400,38,460,56)
rashi-prediction: ಚಿಂತೆ xyxy=(192,662,244,677)
swamiji-figure xyxy=(808,572,888,692)
panchang-date: 24-07-2024 xyxy=(94,229,198,248)
divyavani-author: - ಡಾ. ಬಿ. ಆರ್. ಅಂಬೇಡ್ಕರ್ xyxy=(168,160,216,166)
rashi-row xyxy=(49,720,244,735)
article2-col1 xyxy=(410,508,620,698)
tika-item xyxy=(252,280,399,326)
tika-comment: • ಈ ರೀತಿ ಬೃಹತ್ತ ಆಧಾರದ ಎಲ್ಲಾ ರಾಜ್ಯಗಳು ಕಡ್ಡಾಯ ಮಾಡಿದರೆ ಒಳಿತಲ್ಲವೇ? xyxy=(252,419,387,440)
tika-quote: 4.ಕರ್ನಾಟಕದ 29,744 ಕುಟುಂಬಕ್ಕೆ ನಿವೇಶನವೆ ಇಲ್ಲ. xyxy=(252,280,388,290)
tika-source: – ತುಮಕೂರು ಸುದ್ದಿ xyxy=(343,292,393,301)
phd-box xyxy=(47,1150,300,1408)
rashi-sign: ತುಲಾ xyxy=(49,705,92,720)
phd-recipient-photo xyxy=(53,1211,181,1341)
article6-col1 xyxy=(305,1232,448,1407)
ardhaprahara-label: ಅರ್ಧಪ್ರಹರ xyxy=(178,492,212,502)
rashi-prediction: ಜಯ xyxy=(91,662,143,677)
article6-text: ತುಮಕೂರು: ಕರ್ನಾಟಕ ಸಾಂಸ್ಕೃತಿಕ ಸಂಘಟನೆಗಳ ರಾಜ್ಯ ಮಹಾ ಒಕ್ಕೂಟ(ರಿ), ನ ಜಿಲ್ಲಾ ಘಟಕ ಉದ್ಘಾಟನೆ ಹಾಗೂ ಪದಗ್ರಹಣ ಸಮಾರಂಭ ಜುಲೈ 24 ರಂದು ಬೆಳಗ್ಗೆ 10ಗಂಟೆಗೆ ನಗರದ ಕನ್ನಡಭವನದಲ್ಲಿ ನಡೆಯಲಿದೆ. ಕಾರ್ಯಕ್ರಮದ ಅಧ್ಯಕ್ಷತೆಯನ್ನು ಕಸಾಪ ಜಿಲ್ಲಾಧ್ಯಕ್ಷ ಕೆ.ಎಸ್.ಸಿದ್ದಲಿಂಗಪ್ಪ ವಹಿಸಲಿದ್ದು, ಕಾರ್ಯಕ್ರಮವನ್ನು ಕರ್ನಾಟಕ ಸಾಂಸ್ಕೃತಿಕ ಸಂಘಟನೆಗಳ ರಾಜ್ಯ ಮಹಾ ಒಕ್ಕೂಟ(ರಿ) ನ ರಾಜ್ಯ ಕಾರ್ಯದರ್ಶಿ xyxy=(305,1233,448,1321)
phd-text: ತುಮಕೂರು,ಜು.23– ತನುಜ ಕೆ.ಎಸ್. ಅವರು ಶ್ರೀದೇವಿ ತಾಂತ್ರಿಕ ಮಹಾವಿದ್ಯಾಲಯದ ವಿದ್ಯುತ್ ಹಾಗೂ ವಿದ್ಯುನ್ಮಾನ ಇಂಜಿನಿಯರಿಂಗ್ ವಿಭಾಗದಲ್ಲಿ ಕಾರ್ಯ ನಿರ್ವಹಿಸುತ್ತಿದ್ದು, ಬೆಂಗಳೂರಿನ ಡಾ.ಅಂಬೇಡ್ಕರ್ ಇನ್ಸ್ಟಿಟ್ಯೂಟ್ ಆಫ್ ಟೆಕ್ನಾಲಜಿ ಕಾಲೇಜಿನ ವಿದ್ಯುತ್ ಹಾಗೂ ವಿದ್ಯುನ್ಮಾನ ಇಂಜಿನಿಯರಿಂಗ್ ವಿಭಾಗದ ಪ್ರೊ.ಡಾ.ಶರಣಪ್ಪ ಅವರ ಮಾರ್ಗದರ್ಶನದಲ್ಲಿ xyxy=(185,1194,297,1282)
article6-text: ಒಕ್ಕೂಟದ ಗೌರವಾಧ್ಯಕ್ಷ ರಬ್ಬನಹಳ್ಳಿ ರಂಗಣ್ಣ ಮತ್ತು ಕಾರ್ಯದರ್ಶಿ ಗಣೇಶ.ಜಿ. ಉಪಸ್ಥಿತರಿರುವರು. ಅವರು ಪದಗ್ರಹಣ ನಡೆಸಿಕೊಡುವರು. ಕರ್ನಾಟಕ ಸಾಂಸ್ಕೃತಿಕ ಸಂಘಟನೆಗಳ ರಾಜ್ಯ ಮಹಾ ಒಕ್ಕೂಟದ ತುಮಕೂರು ಜಿಲ್ಲಾ ಘಟಕದ ಪದಾಧಿಕಾರಿಗಳು ಅಧಿಕಾರ ಸ್ವೀಕರಿಸಲಿದ್ದಾರೆ. ಸಮಾರಂಭದಲ್ಲಿ ನಿರ್ಮಲ ನಾಟ್ಯ ಕಲಾನಿಕೇತನದ xyxy=(601,1233,744,1299)
rashi-row xyxy=(49,676,244,691)
tika-comment: • ಖಂಡಿತ ಬೇಡವೇ ಬೇಡ. ಕನ್ನಡಿಗರಿಗೆ ಒಳಿತಾದೀತು!? xyxy=(252,187,387,197)
yamaganda-time: 7.30 AM - 9 .00 AM xyxy=(54,504,140,514)
rashi-row xyxy=(49,734,244,749)
tika-item xyxy=(252,338,399,373)
person-figure xyxy=(600,155,640,295)
phd-col1 xyxy=(185,1193,297,1343)
surya-rashi: ಕರ್ಕ xyxy=(90,427,104,437)
article6-col3 xyxy=(601,1232,744,1407)
